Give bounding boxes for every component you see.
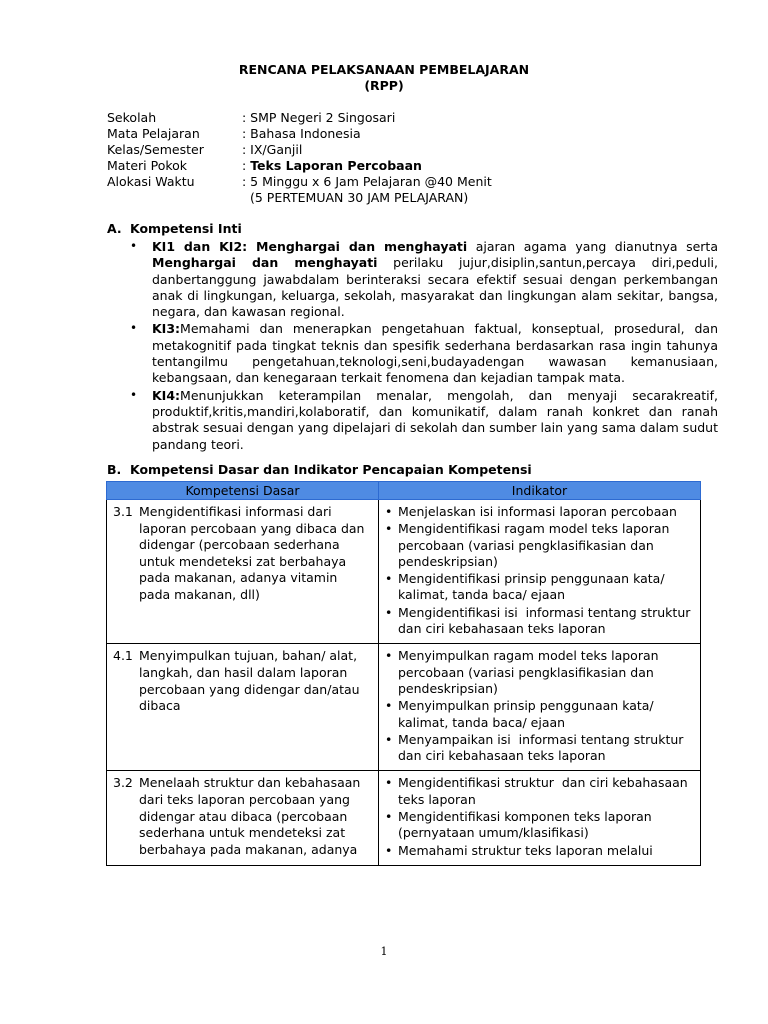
kompetensi-inti-list <box>130 239 722 454</box>
indicator-cell <box>379 500 701 644</box>
indicator-list <box>385 775 694 858</box>
info-value: : SMP Negeri 2 Singosari <box>242 110 396 125</box>
list-item: • Mengidentifikasi komponen teks laporan (pernyataan umum/klasifikasi) <box>385 809 652 841</box>
section-title: Kompetensi Inti <box>130 221 242 236</box>
list-item: • Mengidentifikasi prinsip penggunaan kata/ kalimat, tanda baca/ ejaan <box>385 571 665 603</box>
bullet-icon: • <box>385 731 393 747</box>
indicator-list <box>385 648 694 764</box>
bullet-icon: • <box>385 648 393 664</box>
kd-number: 3.1 <box>113 504 133 519</box>
document-subtitle: (RPP) <box>364 78 404 93</box>
ki-lead: KI4: <box>152 387 181 403</box>
bullet-icon: • <box>130 239 138 253</box>
materi-pokok-value: Teks Laporan Percobaan <box>250 158 422 173</box>
kompetensi-dasar-table <box>106 481 701 866</box>
list-item: • Menjelaskan isi informasi laporan percobaan <box>385 504 677 519</box>
section-title: Kompetensi Dasar dan Indikator Pencapaian Kompetensi <box>130 462 532 477</box>
ki-text: ajaran agama yang dianutnya serta <box>467 239 722 254</box>
list-item: • Mengidentifikasi ragam model teks laporan percobaan (variasi pengklasifikasian dan pendeskripsian) <box>385 521 670 569</box>
bullet-icon: • <box>385 842 393 858</box>
kd-number: 3.2 <box>113 775 133 791</box>
kd-text: Mengidentifikasi informasi dari laporan percobaan yang dibaca dan didengar (percobaan sederhana untuk mendeteksi zat berbahaya pada makanan, adanya vitamin pada makanan, dll) <box>139 504 365 602</box>
list-item-ki4 <box>130 388 718 453</box>
info-label: Materi Pokok <box>107 158 188 173</box>
info-label: Mata Pelajaran <box>107 126 200 141</box>
bullet-icon: • <box>385 809 393 825</box>
bullet-icon: • <box>385 571 393 587</box>
kd-cell <box>107 771 379 865</box>
kd-number: 4.1 <box>113 648 133 664</box>
page-number: 1 <box>380 945 388 958</box>
table-row <box>107 644 701 771</box>
list-item: • Menyimpulkan ragam model teks laporan percobaan (variasi pengklasifikasian dan pendeskripsian) <box>385 648 659 696</box>
kd-text: Menyimpulkan tujuan, bahan/ alat, langkah, dan hasil dalam laporan percobaan yang didengar dan/atau dibaca <box>139 648 360 714</box>
ki-lead: KI1 dan KI2: Menghargai dan menghayati <box>152 239 468 254</box>
indicator-cell <box>379 771 701 865</box>
info-label: Sekolah <box>107 110 157 125</box>
table-row <box>107 500 701 644</box>
list-item: • Menyimpulkan prinsip penggunaan kata/ kalimat, tanda baca/ ejaan <box>385 698 654 730</box>
list-item: • Menyampaikan isi informasi tentang struktur dan ciri kebahasaan teks laporan <box>385 731 688 764</box>
ki-text: perilaku jujur,disiplin,santun,percaya diri,peduli, danbertanggung jawabdalam berinteraksi secara efektif sesuai dengan perkembangan anak di lingkungan, keluarga, sekolah, masyarakat dan lingkungan alam sekitar, bangsa, negara, dan kawasan regional. <box>152 255 722 320</box>
info-value: : IX/Ganjil <box>242 142 303 157</box>
info-value-prefix: : <box>242 158 251 173</box>
info-label: Alokasi Waktu <box>107 174 195 189</box>
section-letter: B. <box>107 462 122 477</box>
section-heading-kompetensi-inti <box>107 221 242 236</box>
info-continuation: (5 PERTEMUAN 30 JAM PELAJARAN) <box>250 190 469 205</box>
section-heading-kompetensi-dasar <box>107 462 532 477</box>
document-title: RENCANA PELAKSANAAN PEMBELAJARAN <box>238 62 530 77</box>
info-value <box>242 158 422 174</box>
indicator-cell <box>379 644 701 771</box>
bullet-icon: • <box>385 698 393 714</box>
table-row <box>107 771 701 865</box>
ki-text: Memahami dan menerapkan pengetahuan faktual, konseptual, prosedural, dan metakognitif pada tingkat teknis dan spesifik sederhana berdasarkan rasa ingin tahunya tentangilmu pengetahuan,teknologi,seni,budayadengan wawasan kemanusiaan, kebangsaan, dan kenegaraan terkait fenomena dan kejadian tampak mata. <box>152 321 718 386</box>
kd-cell <box>107 500 379 644</box>
ki-text: Menunjukkan keterampilan menalar, mengolah, dan menyaji secarakreatif, produktif,kritis,mandiri,kolaboratif, dan komunikatif, dalam ranah konkret dan ranah abstrak sesuai dengan yang dipelajari di sekolah dan sumber lain yang sama dalam sudut pandang teori. <box>152 387 718 452</box>
bullet-icon: • <box>385 521 393 537</box>
kd-text: Menelaah struktur dan kebahasaan dari teks laporan percobaan yang didengar atau dibaca (percobaan sederhana untuk mendeteksi zat berbahaya pada makanan, adanya <box>139 775 361 857</box>
kd-cell <box>107 644 379 771</box>
bullet-icon: • <box>385 604 393 620</box>
header-kompetensi-dasar: Kompetensi Dasar <box>107 482 379 500</box>
list-item-ki3 <box>130 321 718 386</box>
ki-lead: KI3: <box>152 321 181 337</box>
list-item: • Mengidentifikasi struktur dan ciri kebahasaan teks laporan <box>385 775 692 807</box>
bullet-icon: • <box>385 775 393 791</box>
table-header-row <box>107 482 701 500</box>
info-value: : 5 Minggu x 6 Jam Pelajaran @40 Menit <box>242 174 492 189</box>
indicator-list <box>385 504 694 637</box>
list-item: • Memahami struktur teks laporan melalui <box>385 842 653 858</box>
header-indikator: Indikator <box>379 482 701 500</box>
list-item-ki1-ki2 <box>130 239 722 320</box>
info-value: : Bahasa Indonesia <box>242 126 361 141</box>
bullet-icon: • <box>130 321 138 336</box>
bullet-icon: • <box>385 504 393 519</box>
list-item: • Mengidentifikasi isi informasi tentang struktur dan ciri kebahasaan teks laporan <box>385 604 695 637</box>
bullet-icon: • <box>130 387 138 402</box>
section-letter: A. <box>107 221 122 236</box>
ki-bold: Menghargai dan menghayati <box>152 255 378 271</box>
info-label: Kelas/Semester <box>107 142 204 157</box>
